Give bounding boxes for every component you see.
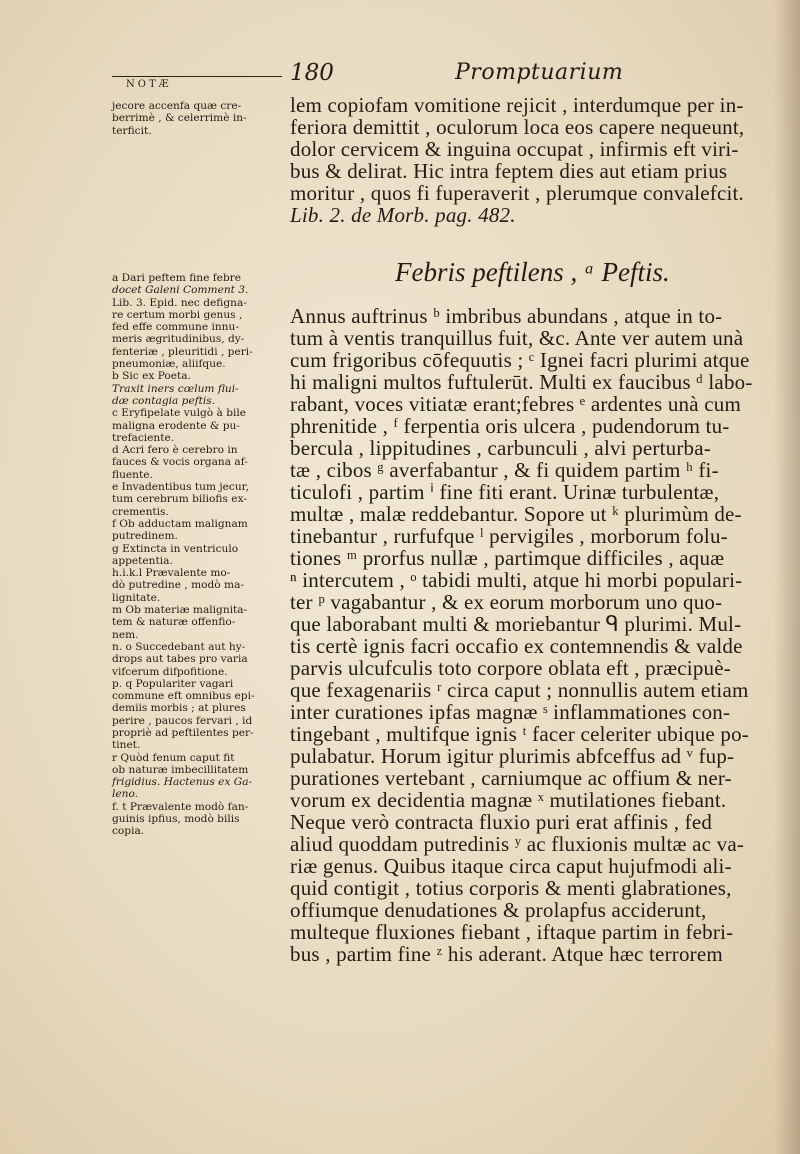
text-line: ticulofi , partim ⁱ fine fiti erant. Urinæ turbulentæ, xyxy=(290,480,720,504)
note-line: drops aut tabes pro varia xyxy=(112,653,248,666)
text-line: que laborabant multi & moriebantur ᑫ plurimi. Mul- xyxy=(290,612,742,636)
note-line: tinet. xyxy=(112,739,141,752)
note-line: terficit. xyxy=(112,124,152,137)
text-line: multæ , malæ reddebantur. Sopore ut ᵏ plurimùm de- xyxy=(290,502,742,526)
note-line: g Extincta in ventriculo xyxy=(112,542,239,555)
note-line: Lib. 3. Epid. nec defigna- xyxy=(112,296,247,309)
note-line: guinis ipfius, modò bilis xyxy=(112,813,240,826)
note-line: e Invadentibus tum jecur, xyxy=(112,481,249,494)
note-line: pneumoniæ, aliifque. xyxy=(112,358,226,371)
text-line: tum à ventis tranquillus fuit, &c. Ante ver autem unà xyxy=(290,326,744,350)
text-line: tis certè ignis facri occafio ex contemnendis & valde xyxy=(290,634,743,658)
note-line: frigidius. Hactenus ex Ga- xyxy=(112,776,253,789)
note-line: h.i.k.l Prævalente mo- xyxy=(112,567,231,580)
note-line: m Ob materiæ malignita- xyxy=(112,604,248,617)
note-line: f. t Prævalente modò fan- xyxy=(112,800,249,813)
text-line: dolor cervicem & inguina occupat , infirmis eft viri- xyxy=(290,137,739,161)
text-line: parvis ulcufculis toto corpore oblata eft , præcipuè- xyxy=(290,656,731,680)
text-line: tiones ᵐ prorfus nullæ , partimque difficiles , aquæ xyxy=(290,546,725,570)
note-line: r Quòd fenum caput fit xyxy=(112,751,235,764)
section-heading: Febris peftilens , ᵃ Peftis. xyxy=(395,257,670,287)
page-number: 180 xyxy=(290,60,334,86)
text-line: offiumque denudationes & prolapfus acciderunt, xyxy=(290,898,707,922)
text-line: rabant, voces vitiatæ erant;febres ᵉ ardentes unà cum xyxy=(290,392,741,416)
note-line: copia. xyxy=(112,825,145,838)
note-line: crementis. xyxy=(112,505,169,518)
note-line: dæ contagia peftis. xyxy=(112,394,216,407)
text-line: bercula , lippitudines , carbunculi , alvi perturba- xyxy=(290,436,711,460)
note-line: Traxit iners cœlum flui- xyxy=(112,382,239,395)
note-line: ob naturæ imbecillitatem xyxy=(112,763,249,776)
text-line: multeque fluxiones fiebant , iftaque partim in febri- xyxy=(290,920,734,944)
margin-notes-bottom xyxy=(112,272,292,838)
running-title: Promptuarium xyxy=(455,60,624,85)
note-line: tum cerebrum biliofis ex- xyxy=(112,493,247,506)
text-line: tæ , cibos ᵍ averfabantur , & fi quidem partim ʰ fi- xyxy=(290,458,719,482)
note-line: nem. xyxy=(112,628,139,641)
notes-heading: NOTÆ xyxy=(126,79,172,90)
text-line: cum frigoribus cōfequutis ; ᶜ Ignei facri plurimi atque xyxy=(290,348,750,372)
note-line: trefaciente. xyxy=(112,431,175,444)
text-line: Neque verò contracta fluxio puri erat affinis , fed xyxy=(290,810,713,834)
note-line: appetentia. xyxy=(112,554,173,567)
text-line: tingebant , multifque ignis ᵗ facer celeriter ubique po- xyxy=(290,722,749,746)
note-line: perire , paucos fervari , id xyxy=(112,714,253,727)
main-text-bottom xyxy=(290,305,790,965)
note-line: lignitate. xyxy=(112,591,161,604)
text-line: ⁿ intercutem , ᵒ tabidi multi, atque hi morbi populari- xyxy=(290,568,743,592)
note-line: meris ægritudinibus, dy- xyxy=(112,333,245,346)
text-line: pulabatur. Horum igitur plurimis abfceffus ad ᵛ fup- xyxy=(290,744,735,768)
text-line: inter curationes ipfas magnæ ˢ inflammationes con- xyxy=(290,700,731,724)
text-line: tinebantur , rurfufque ˡ pervigiles , morborum folu- xyxy=(290,524,728,548)
note-line: a Dari peftem fine febre xyxy=(112,272,242,284)
text-line: bus & delirat. Hic intra feptem dies aut etiam prius xyxy=(290,159,728,183)
margin-notes-top xyxy=(112,100,290,137)
note-line: propriè ad peftilentes per- xyxy=(112,726,254,739)
note-line: demiis morbis ; at plures xyxy=(112,702,246,715)
note-line: jecore accenfa quæ cre- xyxy=(112,100,242,112)
note-line: vifcerum difpofitione. xyxy=(112,665,228,678)
text-line: vorum ex decidentia magnæ ˣ mutilationes fiebant. xyxy=(290,788,727,812)
text-line: feriora demittit , oculorum loca eos capere nequeunt, xyxy=(290,115,745,139)
text-line: bus , partim fine ᶻ his aderant. Atque hæc terrorem xyxy=(290,942,723,966)
text-line: Annus auftrinus ᵇ imbribus abundans , atque in to- xyxy=(290,304,723,328)
text-line: aliud quoddam putredinis ʸ ac fluxionis multæ ac va- xyxy=(290,832,745,856)
note-line: fed effe commune innu- xyxy=(112,321,239,334)
note-line: f Ob adductam malignam xyxy=(112,517,248,530)
note-line: d Acri fero è cerebro in xyxy=(112,444,238,457)
note-line: fluente. xyxy=(112,468,153,481)
note-line: fauces & vocis organa af- xyxy=(112,456,248,469)
note-line: maligna erodente & pu- xyxy=(112,419,240,432)
text-line: lem copiofam vomitione rejicit , interdumque per in- xyxy=(290,93,744,117)
note-line: berrimè , & celerrimè in- xyxy=(112,112,247,125)
note-line: dò putredine , modò ma- xyxy=(112,579,244,592)
citation-line: Lib. 2. de Morb. pag. 482. xyxy=(290,203,516,227)
note-line: b Sic ex Poeta. xyxy=(112,370,191,383)
text-line: hi maligni multos fuftulerūt. Multi ex faucibus ᵈ labo- xyxy=(290,370,753,394)
note-line: docet Galeni Comment 3. xyxy=(112,284,249,297)
note-line: leno. xyxy=(112,788,139,801)
note-line: putredinem. xyxy=(112,530,178,543)
text-line: moritur , quos fi fuperaverit , plerumque convalefcit. xyxy=(290,181,744,205)
note-line: commune eft omnibus epi- xyxy=(112,690,255,703)
main-text-top xyxy=(290,94,790,226)
note-line: re certum morbi genus , xyxy=(112,308,243,321)
text-line: quid contigit , totius corporis & menti glabrationes, xyxy=(290,876,732,900)
note-line: c Eryfipelate vulgò à bile xyxy=(112,407,247,420)
note-line: tem & naturæ offenfio- xyxy=(112,616,236,629)
note-line: n. o Succedebant aut hy- xyxy=(112,640,246,653)
text-line: riæ genus. Quibus itaque circa caput hujufmodi ali- xyxy=(290,854,732,878)
text-line: purationes vertebant , carniumque ac offium & ner- xyxy=(290,766,732,790)
note-line: fenteriæ , pleuritidi , peri- xyxy=(112,345,253,358)
text-line: ter ᵖ vagabantur , & ex eorum morborum uno quo- xyxy=(290,590,723,614)
notes-rule xyxy=(112,76,282,77)
text-line: phrenitide , ᶠ ferpentia oris ulcera , pudendorum tu- xyxy=(290,414,730,438)
text-line: que fexagenariis ʳ circa caput ; nonnullis autem etiam xyxy=(290,678,749,702)
note-line: p. q Populariter vagari xyxy=(112,677,234,690)
